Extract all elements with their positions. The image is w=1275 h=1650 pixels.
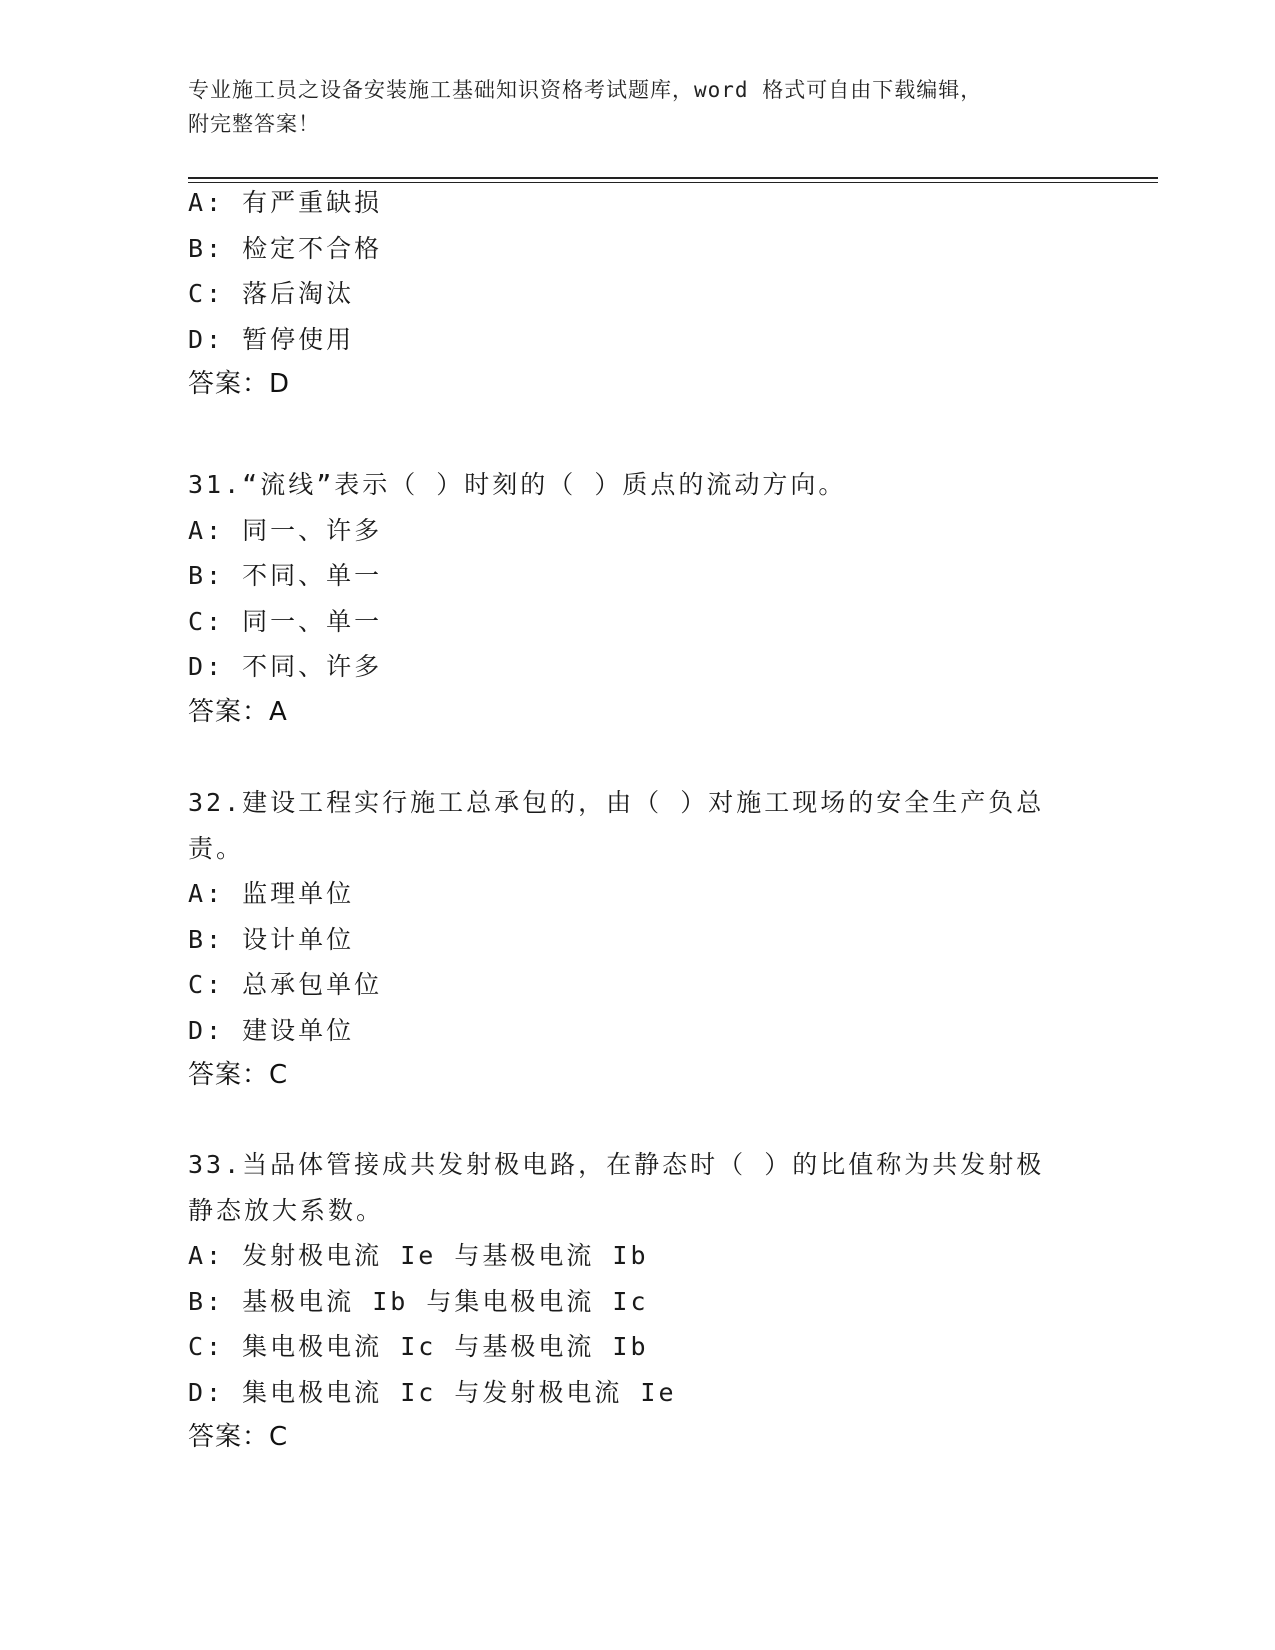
option-b: B: 基极电流 Ib 与集电极电流 Ic <box>188 1286 649 1316</box>
question-text-continued: 责。 <box>188 833 245 863</box>
question-block-33 <box>188 1142 1088 1461</box>
option-c: C: 集电极电流 Ic 与基极电流 Ib <box>188 1332 649 1361</box>
question-text: 32.建设工程实行施工总承包的，由（ ）对施工现场的安全生产负总 <box>188 788 1045 817</box>
option-b: B: 不同、单一 <box>188 561 383 590</box>
answer-line: 答案：A <box>188 696 288 727</box>
option-a: A: 同一、许多 <box>188 515 383 545</box>
header-divider-top <box>188 177 1158 179</box>
question-block-32 <box>188 780 1088 1099</box>
option-d: D: 暂停使用 <box>188 324 355 354</box>
answer-line: 答案：C <box>188 1422 289 1452</box>
header-line-2: 附完整答案！ <box>188 112 320 136</box>
question-text: 33.当品体管接成共发射极电路，在静态时（ ）的比值称为共发射极 <box>188 1150 1045 1179</box>
answer-line: 答案：C <box>188 1060 289 1090</box>
option-d: D: 集电极电流 Ic 与发射极电流 Ie <box>188 1377 677 1407</box>
option-a: A: 有严重缺损 <box>188 188 383 217</box>
option-a: A: 监理单位 <box>188 879 355 908</box>
option-b: B: 设计单位 <box>188 924 355 954</box>
option-a: A: 发射极电流 Ie 与基极电流 Ib <box>188 1241 649 1270</box>
option-c: C: 总承包单位 <box>188 970 383 999</box>
option-d: D: 建设单位 <box>188 1015 355 1045</box>
document-header <box>188 73 1078 141</box>
option-c: C: 同一、单一 <box>188 606 383 636</box>
question-block-30 <box>188 180 1088 408</box>
option-d: D: 不同、许多 <box>188 652 383 681</box>
option-b: B: 检定不合格 <box>188 233 383 263</box>
answer-line: 答案：D <box>188 369 291 399</box>
question-text: 31.“流线”表示（ ）时刻的（ ）质点的流动方向。 <box>188 470 847 499</box>
question-block-31 <box>188 462 1088 735</box>
question-text-continued: 静态放大系数。 <box>188 1195 385 1225</box>
option-c: C: 落后淘汰 <box>188 279 355 308</box>
header-line-1: 专业施工员之设备安装施工基础知识资格考试题库，word 格式可自由下载编辑， <box>188 78 983 102</box>
